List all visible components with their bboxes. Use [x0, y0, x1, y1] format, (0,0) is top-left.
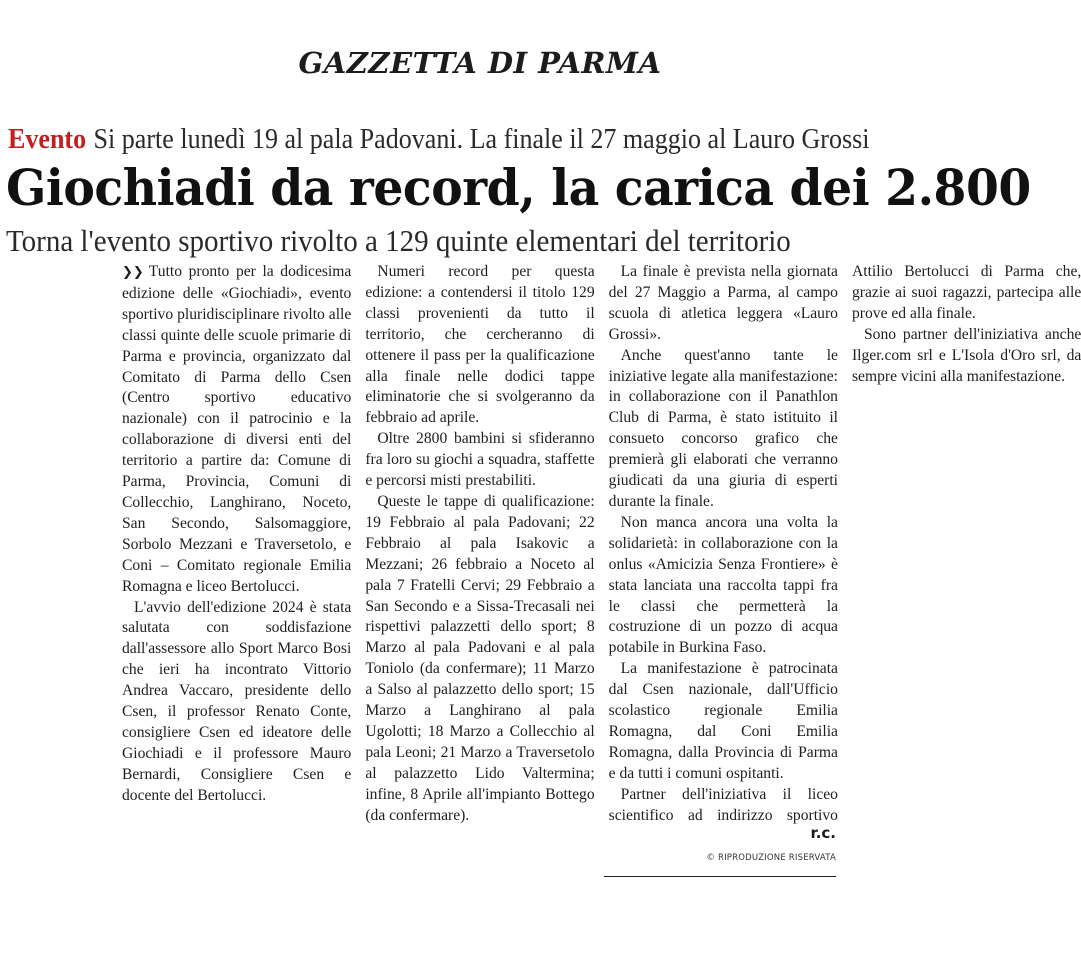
- newspaper-masthead: GAZZETTA DI PARMA: [298, 46, 662, 80]
- article-paragraph: L'avvio dell'edizione 2024 è stata salutata con soddisfazione dall'assessore allo Sport Marco Bosi che ieri ha incontrato Vittorio Andrea Vaccaro, presidente dello Csen, il professor Renato Conte, consigliere Csen ed ideatore delle Giochiadi e il professore Mauro Bernardi, Consigliere Csen e docente del Bertolucci.: [122, 598, 352, 804]
- article-body: [122, 262, 1081, 842]
- closing-rule: [604, 876, 836, 877]
- article-paragraph: La manifestazione è patrocinata dal Csen nazionale, dall'Ufficio scolastico regionale Emilia Romagna, dal Coni Emilia Romagna, dalla Provincia di Parma e da tutti i comuni ospitanti.: [608, 660, 838, 782]
- article-subheadline: Torna l'evento sportivo rivolto a 129 quinte elementari del territorio: [6, 223, 791, 258]
- article-paragraph: Sono partner dell'iniziativa anche Ilger.com srl e L'Isola d'Oro srl, da sempre vicini alla manifestazione.: [851, 325, 1081, 385]
- kicker-tag: Evento: [8, 124, 87, 155]
- article-paragraph: Oltre 2800 bambini si sfideranno fra loro su giochi a squadra, staffette e percorsi misti prestabiliti.: [365, 430, 595, 490]
- article-paragraph: Non manca ancora una volta la solidarietà: in collaborazione con la onlus «Amicizia Senza Frontiere» è stata lanciata una raccolta tappi fra le classi che permetterà la costruzione di un pozzo di acqua potabile in Burkina Faso.: [608, 513, 838, 657]
- article-paragraph: Numeri record per questa edizione: a contendersi il titolo 129 classi provenienti da tutto il territorio, che cercheranno di ottenere il pass per la qualificazione alla finale nelle dodici tappe eliminatorie che si svolgeranno da febbraio ad aprile.: [365, 263, 595, 427]
- article-paragraph: ❯❯ Tutto pronto per la dodicesima edizione delle «Giochiadi», evento sportivo pluridisciplinare rivolto alle classi quinte delle scuole primarie di Parma e provincia, organizzato dal Comitato di Parma dello Csen (Centro sportivo educativo nazionale) con il patrocinio e la collaborazione di diversi enti del territorio a partire da: Comune di Parma, Provincia, Comuni di Collecchio, Langhirano, Noceto, San Secondo, Salsomaggiore, Sorbolo Mezzani e Traversetolo, e Coni – Comitato regionale Emilia Romagna e liceo Bertolucci.: [122, 263, 352, 595]
- paragraph-marker-icon: ❯❯: [122, 265, 144, 280]
- kicker-text: Si parte lunedì 19 al pala Padovani. La finale il 27 maggio al Lauro Grossi: [93, 124, 870, 155]
- article-paragraph: Partner dell'iniziativa il liceo scientifico ad indirizzo sportivo Attilio Bertolucci di Parma che, grazie ai suoi ragazzi, partecipa alle prove ed alla finale.: [608, 263, 1081, 824]
- article-paragraph: Queste le tappe di qualificazione: 19 Febbraio al pala Padovani; 22 Febbraio al pala Isakovic a Mezzani; 26 febbraio a Noceto al pala 7 Fratelli Cervi; 29 Febbraio a San Secondo e a Sissa-Trecasali nei rispettivi palazzetti dello sport; 8 Marzo al pala Padovani e al pala Toniolo (da confermare); 11 Marzo a Salso al palazzetto dello sport; 15 Marzo a Langhirano al pala Ugolotti; 18 Marzo a Collecchio al pala Leoni; 21 Marzo a Traversetolo al palazzetto Lido Valtermina; infine, 8 Aprile all'impianto Bottego (da confermare).: [365, 492, 595, 824]
- copyright-notice: © RIPRODUZIONE RISERVATA: [706, 853, 836, 863]
- article-headline: Giochiadi da record, la carica dei 2.800: [6, 158, 1031, 217]
- article-paragraph: La finale è prevista nella giornata del 27 Maggio a Parma, al campo scuola di atletica leggera «Lauro Grossi».: [608, 263, 838, 343]
- article-kicker: [8, 124, 892, 156]
- article-paragraph: Anche quest'anno tante le iniziative legate alla manifestazione: in collaborazione con il Panathlon Club di Parma, è stato istituito il consueto concorso grafico che premierà gli elaborati che verranno giudicati da una giuria di esperti durante la finale.: [608, 346, 838, 510]
- author-signature: r.c.: [810, 824, 836, 842]
